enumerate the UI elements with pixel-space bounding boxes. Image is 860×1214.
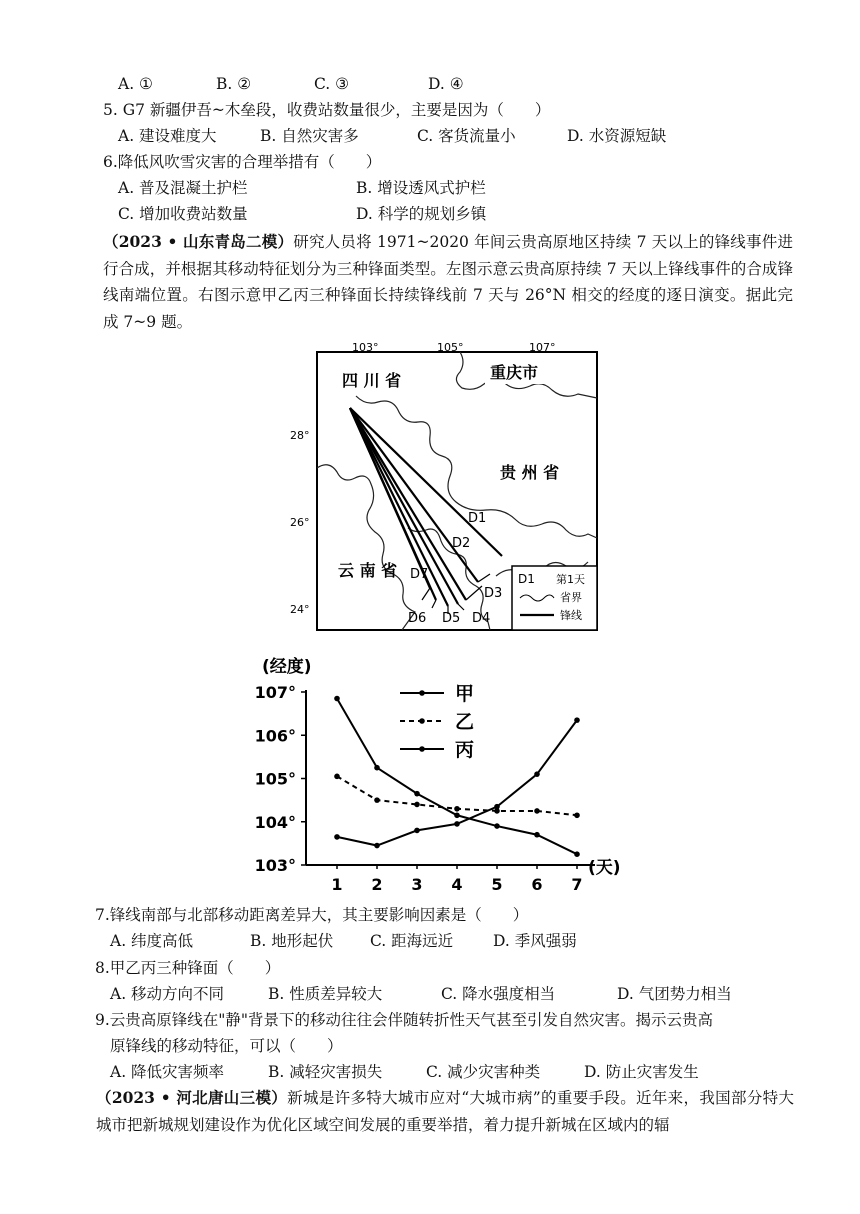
legend-point [419,690,425,696]
passage-tangshan [96,1085,794,1138]
x-tick-label: 2 [371,875,383,894]
region-yunnan: 云 南 省 [338,561,398,580]
q4-option-c: C. ③ [314,75,350,93]
q9-option-b: B. 减轻灾害损失 [268,1063,383,1081]
front-label-d6: D6 [408,611,427,626]
x-tick-label: 3 [411,875,423,894]
q6-stem: 6.降低风吹雪灾害的合理举措有（ ） [103,153,382,171]
q7-option-c: C. 距海远近 [370,932,454,950]
series-point [494,823,500,829]
legend-label: 甲 [455,683,475,705]
legend-point [419,718,425,724]
series-point [414,828,420,834]
q9-option-a: A. 降低灾害频率 [110,1063,225,1081]
front-label-d7: D7 [410,567,429,582]
x-tick-label: 4 [451,875,463,894]
chart-ticks [255,683,583,894]
legend-label: 丙 [455,739,475,761]
q7-option-d: D. 季风强弱 [493,932,577,950]
q5-option-d: D. 水资源短缺 [567,127,667,145]
series-point [334,696,340,702]
series-point [574,717,580,723]
passage-text: 研究人员将 1971~2020 年间云贵高原地区持续 7 天以上的锋线事件进行合成，并根据其移动特征划分为三种锋面类型。左图示意云贵高原持续 7 天以上锋线事件的合成锋线南端位置。右图示意甲乙丙三种锋面长持续锋线前 7 天与 26°N 相交的经度的逐日演变。据此完成 7~9 题。 [103,233,794,331]
legend-day-label: 第1天 [556,573,585,586]
passage-source: （2023 • 山东青岛二模） [103,232,294,251]
lat-label-26: 26° [290,516,310,529]
q7-option-b: B. 地形起伏 [250,932,334,950]
series-point [414,802,420,808]
q8-option-d: D. 气团势力相当 [617,985,732,1003]
series-point [374,843,380,849]
q5-option-b: B. 自然灾害多 [260,127,359,145]
series-point [374,765,380,771]
series-point [534,808,540,814]
map-legend [512,566,597,630]
q6-option-c: C. 增加收费站数量 [118,205,248,223]
y-tick-label: 105° [254,769,296,789]
y-tick-label: 103° [254,856,296,875]
region-chongqing: 重庆市 [490,363,539,382]
series-point [534,832,540,838]
lat-label-28: 28° [290,429,310,442]
series-point [334,774,340,780]
chart-xlabel: (天) [588,858,621,878]
series-point [334,834,340,840]
series-point [454,812,460,818]
q8-option-b: B. 性质差异较大 [268,985,383,1003]
q4-option-b: B. ② [216,75,252,93]
lat-label-24: 24° [290,603,310,616]
q6-option-d: D. 科学的规划乡镇 [356,205,487,223]
chart-ylabel: (经度) [262,657,312,677]
legend-label: 乙 [455,711,475,733]
lon-label-107: 107° [529,341,556,354]
region-sichuan: 四 川 省 [342,371,402,390]
q5-stem: 5. G7 新疆伊吾~木垒段，收费站数量很少，主要是因为（ ） [103,101,551,119]
longitude-chart [250,650,650,898]
series-point [454,821,460,827]
passage-qingdao [103,229,793,335]
q8-option-c: C. 降水强度相当 [441,985,556,1003]
q9-stem-line1: 9.云贵高原锋线在"静"背景下的移动往往会伴随转折性天气甚至引发自然灾害。揭示云贵高 [95,1011,714,1029]
front-label-d3: D3 [484,586,503,601]
front-label-d1: D1 [468,511,487,526]
lon-label-105: 105° [437,341,464,354]
front-label-d5: D5 [442,611,461,626]
region-guizhou: 贵 州 省 [500,463,560,482]
series-point [534,771,540,777]
passage2-source: （2023 • 河北唐山三模） [96,1088,288,1107]
series-point [374,797,380,803]
q9-option-d: D. 防止灾害发生 [584,1063,699,1081]
chart-legend [400,683,474,761]
series-point [494,804,500,810]
q5-option-c: C. 客货流量小 [417,127,516,145]
legend-front-line-label: 锋线 [560,609,582,622]
q7-stem: 7.锋线南部与北部移动距离差异大，其主要影响因素是（ ） [95,906,529,924]
front-label-d4: D4 [472,611,491,626]
series-point [574,812,580,818]
legend-point [419,746,425,752]
front-map [290,338,610,634]
front-label-d2: D2 [452,536,471,551]
y-tick-label: 107° [254,683,296,702]
lon-label-103: 103° [352,341,379,354]
q4-option-a: A. ① [118,75,153,93]
q9-option-c: C. 减少灾害种类 [426,1063,541,1081]
legend-front-label: D1 [518,572,535,586]
y-tick-label: 106° [254,726,296,746]
q6-option-a: A. 普及混凝土护栏 [118,179,248,197]
series-point [454,806,460,812]
q4-option-d: D. ④ [428,75,464,93]
q7-option-a: A. 纬度高低 [110,932,194,950]
q8-option-a: A. 移动方向不同 [110,985,225,1003]
legend-border-label: 省界 [560,591,582,604]
series-point [574,851,580,857]
q9-stem-line2: 原锋线的移动特征，可以（ ） [110,1037,343,1055]
x-tick-label: 6 [531,875,543,894]
x-tick-label: 5 [491,875,503,894]
q5-option-a: A. 建设难度大 [118,127,217,145]
q6-option-b: B. 增设透风式护栏 [356,179,486,197]
series-point [414,791,420,797]
x-tick-label: 1 [331,875,343,894]
q8-stem: 8.甲乙丙三种锋面（ ） [95,959,281,977]
x-tick-label: 7 [571,875,583,894]
passage2-text: 新城是许多特大城市应对“大城市病”的重要手段。近年来，我国部分特大城市把新城规划建设作为优化区域空间发展的重要举措，着力提升新城在区域内的辐 [96,1089,794,1134]
y-tick-label: 104° [254,812,296,832]
